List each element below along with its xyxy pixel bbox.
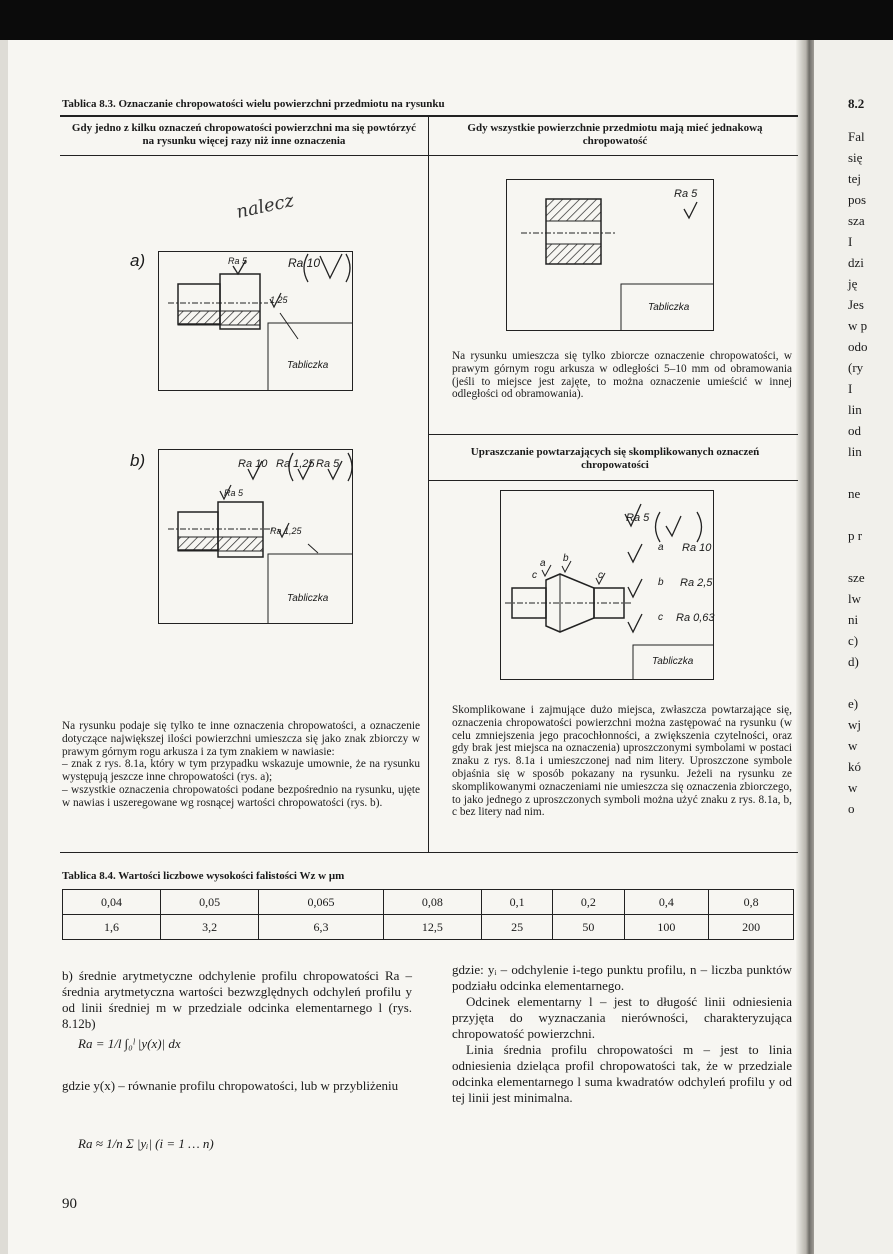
table-row — [63, 915, 794, 940]
fig-r2-key-a: a — [658, 542, 664, 553]
right-page-line: wj — [848, 717, 861, 732]
rule — [60, 852, 798, 853]
table-cell: 0,8 — [709, 890, 794, 915]
fig-r2-letter-c2: c — [598, 570, 603, 581]
right-page-line: lin — [848, 402, 862, 417]
right-page-line — [848, 462, 868, 483]
fig-r2-mark-1: Ra 5 — [626, 512, 650, 524]
right-page-line: w p — [848, 318, 868, 333]
right-page-line: I — [848, 234, 853, 249]
table-cell: 25 — [481, 915, 552, 940]
right-page-line: w — [848, 780, 858, 795]
rule — [60, 115, 798, 117]
top-scan-border — [0, 0, 893, 40]
table-8-4 — [62, 889, 794, 940]
body-left-paragraph-1: b) średnie arytmetyczne odchylenie profilu chropowatości Ra – średnia arytmetyczna wartości bezwzględnych odchyleń profilu y od linii średniej m w przedziale odcinka elementarnego l (rys. 8.12b) — [62, 968, 412, 1031]
body-right-text — [452, 962, 792, 1106]
table-cell: 0,4 — [624, 890, 709, 915]
table-cell: 100 — [624, 915, 709, 940]
formula-ra-integral: Ra = 1/l ∫₀ˡ |y(x)| dx — [78, 1036, 181, 1051]
table-8-4-title: Tablica 8.4. Wartości liczbowe wysokości falistości Wz w μm — [62, 870, 345, 882]
right-page-line: od — [848, 423, 861, 438]
right-page-line: o — [848, 801, 855, 816]
fig-b-mark-5: Ra 1,25 — [270, 526, 302, 536]
fig-a-mark-2: Ra 10 — [288, 256, 321, 270]
table-cell: 6,3 — [259, 915, 384, 940]
body-right-paragraph-3: Linia średnia profilu chropowatości m – jest to linia odniesienia dzieląca profil chropowatości tak, że w przedziale odcinka elementarnego l suma kwadratów odchyleń profilu y od tej linii jest minimalna. — [452, 1042, 792, 1105]
fig-b-mark-1: Ra 10 — [238, 458, 268, 470]
right-description-2: Skomplikowane i zajmujące dużo miejsca, zwłaszcza powtarzające się, oznaczenia chropowatości powierzchni można zastępować na rysunku (w celu zmniejszenia jego pracochłonności, a zwiększenia czytelności, oraz gdy brak jest miejsca na oznaczenia) uproszczonymi symbolami w postaci znaku z rys. 8.1a i umieszczonej nad nim litery. Uproszczone symbole objaśnia się w sposób pokazany na rysunku. Jeżeli na rysunku ze skomplikowanymi oznaczeniami nie umieszcza się oznaczenia zbiorczego, to jako jednego z uproszczonych symboli można użyć znaku z rys. 8.1a, b, c bez litery nad nim. — [452, 704, 792, 819]
right-page-line: kó — [848, 759, 861, 774]
formula-ra-sum: Ra ≈ 1/n Σ |yᵢ| (i = 1 … n) — [78, 1136, 214, 1151]
fig-r2-mark-4: Ra 0,63 — [676, 612, 715, 624]
table-8-3-title: Tablica 8.3. Oznaczanie chropowatości wielu powierzchni przedmiotu na rysunku — [62, 98, 445, 110]
right-description-1: Na rysunku umieszcza się tylko zbiorcze oznaczenie chropowatości, w prawym górnym rogu arkusza w odległości 5–10 mm od obramowania (jeśli to miejsce jest zajęte, to można oznaczenie umieścić w innej odległości od obramowania). — [452, 350, 792, 401]
right-page-line: Jes — [848, 297, 864, 312]
right-page-line: Fal — [848, 129, 865, 144]
right-page-lines — [848, 126, 868, 840]
fig-r2-key-c: c — [658, 612, 663, 623]
right-page-line — [848, 504, 868, 525]
right-page-line: lin — [848, 444, 862, 459]
fig-r2-key-b: b — [658, 577, 664, 588]
right-page-line: odo — [848, 339, 868, 354]
right-page-line: ję — [848, 276, 858, 291]
table-cell: 0,05 — [161, 890, 259, 915]
table-cell: 0,08 — [383, 890, 481, 915]
table-cell: 3,2 — [161, 915, 259, 940]
right-section-header: Upraszczanie powtarzających się skomplikowanych oznaczeń chropowatości — [470, 446, 760, 471]
right-page-line — [848, 819, 868, 840]
left-item-2: – wszystkie oznaczenia chropowatości podane bezpośrednio na rysunku, ujęte w nawias i uszeregowane wg rosnącej wartości chropowatości (rys. b). — [62, 783, 420, 809]
rule — [428, 480, 798, 481]
table-row — [63, 890, 794, 915]
left-column-header: Gdy jedno z kilku oznaczeń chropowatości powierzchni ma się powtórzyć na rysunku więcej razy niż inne oznaczenia — [71, 122, 417, 147]
fig-a-mark-1: Ra 5 — [228, 256, 248, 266]
figure-b-label: b) — [130, 451, 146, 470]
right-page-line: tej — [848, 171, 861, 186]
right-page-line: w — [848, 738, 858, 753]
fig-r1-mark: Ra 5 — [674, 188, 698, 200]
fig-r2-letter-c1: c — [532, 570, 537, 581]
left-paragraph: Na rysunku podaje się tylko te inne oznaczenia chropowatości, a oznaczenie dotyczące największej ilości powierzchni umieszcza się jako znak zbiorczy w prawym górnym rogu arkusza i za tym znakiem w nawiasie: — [62, 720, 420, 758]
body-right-paragraph-1: gdzie: yᵢ – odchylenie i-tego punktu profilu, n – liczba punktów podziału odcinka elementarnego. — [452, 962, 792, 993]
right-page-line — [848, 672, 868, 693]
right-page — [814, 40, 893, 1254]
fig-r2-mark-3: Ra 2,5 — [680, 577, 713, 589]
fig-a-tabliczka: Tabliczka — [287, 360, 329, 371]
table-cell: 200 — [709, 915, 794, 940]
page-number: 90 — [62, 1196, 77, 1212]
right-page-heading: 8.2 — [848, 96, 865, 111]
right-page-line: sza — [848, 213, 865, 228]
right-page-line: sze — [848, 570, 865, 585]
fig-r2-letter-a: a — [540, 558, 546, 569]
right-page-line: pos — [848, 192, 867, 207]
right-page-line: się — [848, 150, 863, 165]
fig-b-tabliczka: Tabliczka — [287, 593, 329, 604]
fig-r1-tabliczka: Tabliczka — [648, 302, 690, 313]
table-cell: 12,5 — [383, 915, 481, 940]
table-cell: 0,065 — [259, 890, 384, 915]
fig-r2-tabliczka: Tabliczka — [652, 656, 694, 667]
right-page-line: (ry — [848, 360, 864, 375]
right-page-line: ne — [848, 486, 861, 501]
left-item-1: – znak z rys. 8.1a, który w tym przypadku wskazuje umownie, że na rysunku występują jeszcze inne chropowatości (rys. a); — [62, 758, 420, 784]
rule — [60, 155, 798, 156]
right-page-line: ni — [848, 612, 859, 627]
fig-b-mark-2: Ra 1,25 — [276, 458, 315, 470]
fig-r2-letter-b: b — [563, 553, 569, 564]
right-column-header: Gdy wszystkie powierzchnie przedmiotu mają mieć jednakową chropowatość — [467, 122, 763, 147]
table-cell: 0,2 — [553, 890, 624, 915]
column-divider — [428, 115, 429, 852]
fig-b-mark-4: Ra 5 — [224, 488, 244, 498]
right-page-line: I — [848, 381, 853, 396]
table-cell: 50 — [553, 915, 624, 940]
body-left-paragraph-2: gdzie y(x) – równanie profilu chropowatości, lub w przybliżeniu — [62, 1078, 399, 1093]
right-page-line: c) — [848, 633, 859, 648]
right-page-line — [848, 546, 868, 567]
right-page-line: lw — [848, 591, 861, 606]
fig-b-mark-3: Ra 5 — [316, 458, 340, 470]
table-cell: 0,1 — [481, 890, 552, 915]
handwritten-note: nalecz — [234, 190, 296, 223]
right-page-line: e) — [848, 696, 859, 711]
right-page-line: p r — [848, 528, 863, 543]
fig-r2-mark-2: Ra 10 — [682, 542, 712, 554]
table-cell: 1,6 — [63, 915, 161, 940]
left-description — [62, 720, 420, 810]
rule — [428, 434, 798, 435]
fig-a-mark-3: 1,25 — [270, 295, 288, 305]
table-cell: 0,04 — [63, 890, 161, 915]
right-page-line: dzi — [848, 255, 864, 270]
body-right-paragraph-2: Odcinek elementarny l – jest to długość linii odniesienia przyjęta do wyznaczania nierówności, charakteryzująca chropowatość powierzchni. — [452, 994, 792, 1041]
right-page-line: d) — [848, 654, 859, 669]
figure-a-label: a) — [130, 251, 146, 270]
